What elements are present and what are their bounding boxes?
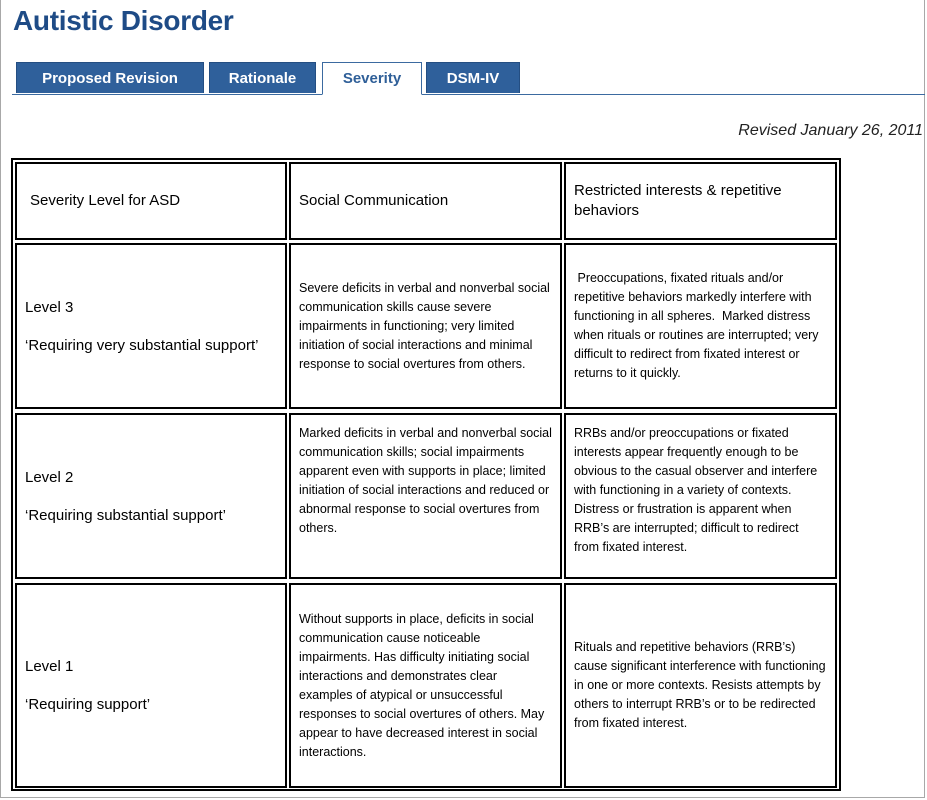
- social-communication-level-1: Without supports in place, deficits in social communication cause noticeable impairments. Has difficulty initiating social interactions and demonstrates clear examples of atypical or unsuccessful responses to social overtures of others. May appear to have decreased interest in social interactions.: [289, 583, 562, 788]
- restricted-behaviors-level-3: Preoccupations, fixated rituals and/or repetitive behaviors markedly interfere with functioning in all spheres. Marked distress when rituals or routines are interrupted; very difficult to redirect from fixated interest or returns to it quickly.: [564, 243, 837, 409]
- header-restricted-interests: Restricted interests & repetitive behaviors: [564, 162, 837, 240]
- level-label: Level 3: [25, 298, 74, 316]
- header-severity-level: Severity Level for ASD: [15, 162, 287, 240]
- tab-rationale[interactable]: Rationale: [209, 62, 316, 93]
- social-communication-level-2: Marked deficits in verbal and nonverbal social communication skills; social impairments apparent even with supports in place; limited initiation of social interactions and reduced or abnormal response to social overtures from others.: [289, 413, 562, 579]
- tab-proposed-revision[interactable]: Proposed Revision: [16, 62, 204, 93]
- restricted-behaviors-level-1: Rituals and repetitive behaviors (RRB’s) cause significant interference with functioning in one or more contexts. Resists attempts by others to interrupt RRB’s or to be redirected from fixated interest.: [564, 583, 837, 788]
- tab-dsm-iv[interactable]: DSM-IV: [426, 62, 520, 93]
- support-label: ‘Requiring substantial support’: [25, 506, 226, 524]
- page-title: Autistic Disorder: [13, 5, 234, 36]
- tab-severity[interactable]: Severity: [322, 62, 422, 95]
- social-communication-level-3: Severe deficits in verbal and nonverbal social communication skills cause severe impairments in functioning; very limited initiation of social interactions and minimal response to social overtures from others.: [289, 243, 562, 409]
- level-label: Level 2: [25, 468, 74, 486]
- severity-table: [11, 158, 841, 791]
- support-label: ‘Requiring very substantial support’: [25, 336, 259, 354]
- support-label: ‘Requiring support’: [25, 696, 151, 713]
- restricted-behaviors-level-2: RRBs and/or preoccupations or fixated interests appear frequently enough to be obvious to the casual observer and interfere with functioning in a variety of contexts. Distress or frustration is apparent when RRB’s are interrupted; difficult to redirect from fixated interest.: [564, 413, 837, 579]
- table-row-level-2: [15, 413, 287, 579]
- level-label: Level 1: [25, 658, 74, 675]
- revised-date: Revised January 26, 2011: [738, 122, 923, 139]
- tab-bar: [12, 62, 925, 95]
- table-row-level-1: [15, 583, 287, 788]
- table-row-level-3: [15, 243, 287, 409]
- header-social-communication: Social Communication: [289, 162, 562, 240]
